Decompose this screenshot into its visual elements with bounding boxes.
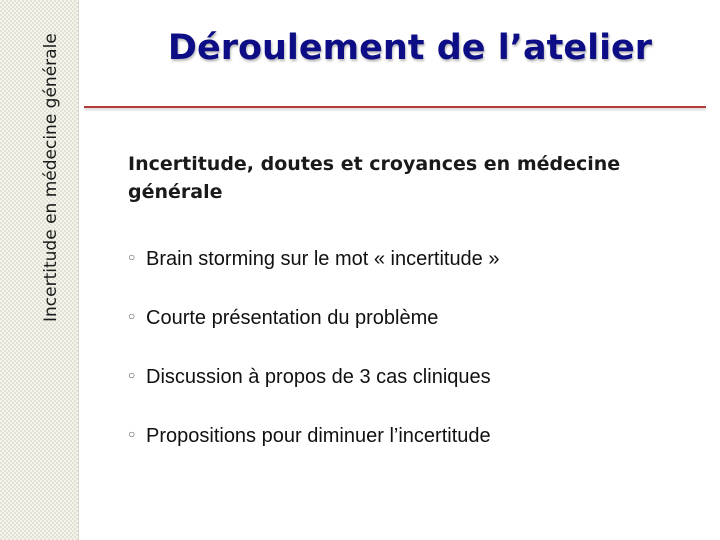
bullet-item — [128, 248, 500, 271]
bullet-text: Propositions pour diminuer l’incertitude — [146, 425, 491, 447]
bullet-item — [128, 425, 491, 448]
title-divider — [84, 106, 706, 108]
bullet-icon: ○ — [128, 250, 136, 264]
slide-intro: Incertitude, doutes et croyances en médecine générale — [128, 153, 621, 203]
bullet-icon: ○ — [128, 368, 136, 382]
bullet-text: Courte présentation du problème — [146, 307, 439, 329]
sidebar-label: Incertitude en médecine générale — [41, 33, 61, 322]
slide-title: Déroulement de l’atelier — [167, 28, 653, 68]
bullet-icon: ○ — [128, 427, 136, 441]
bullet-item — [128, 307, 438, 330]
bullet-text: Discussion à propos de 3 cas cliniques — [146, 366, 491, 388]
sidebar — [0, 0, 79, 540]
bullet-text: Brain storming sur le mot « incertitude » — [146, 248, 500, 270]
bullet-item — [128, 366, 491, 389]
bullet-icon: ○ — [128, 309, 136, 323]
